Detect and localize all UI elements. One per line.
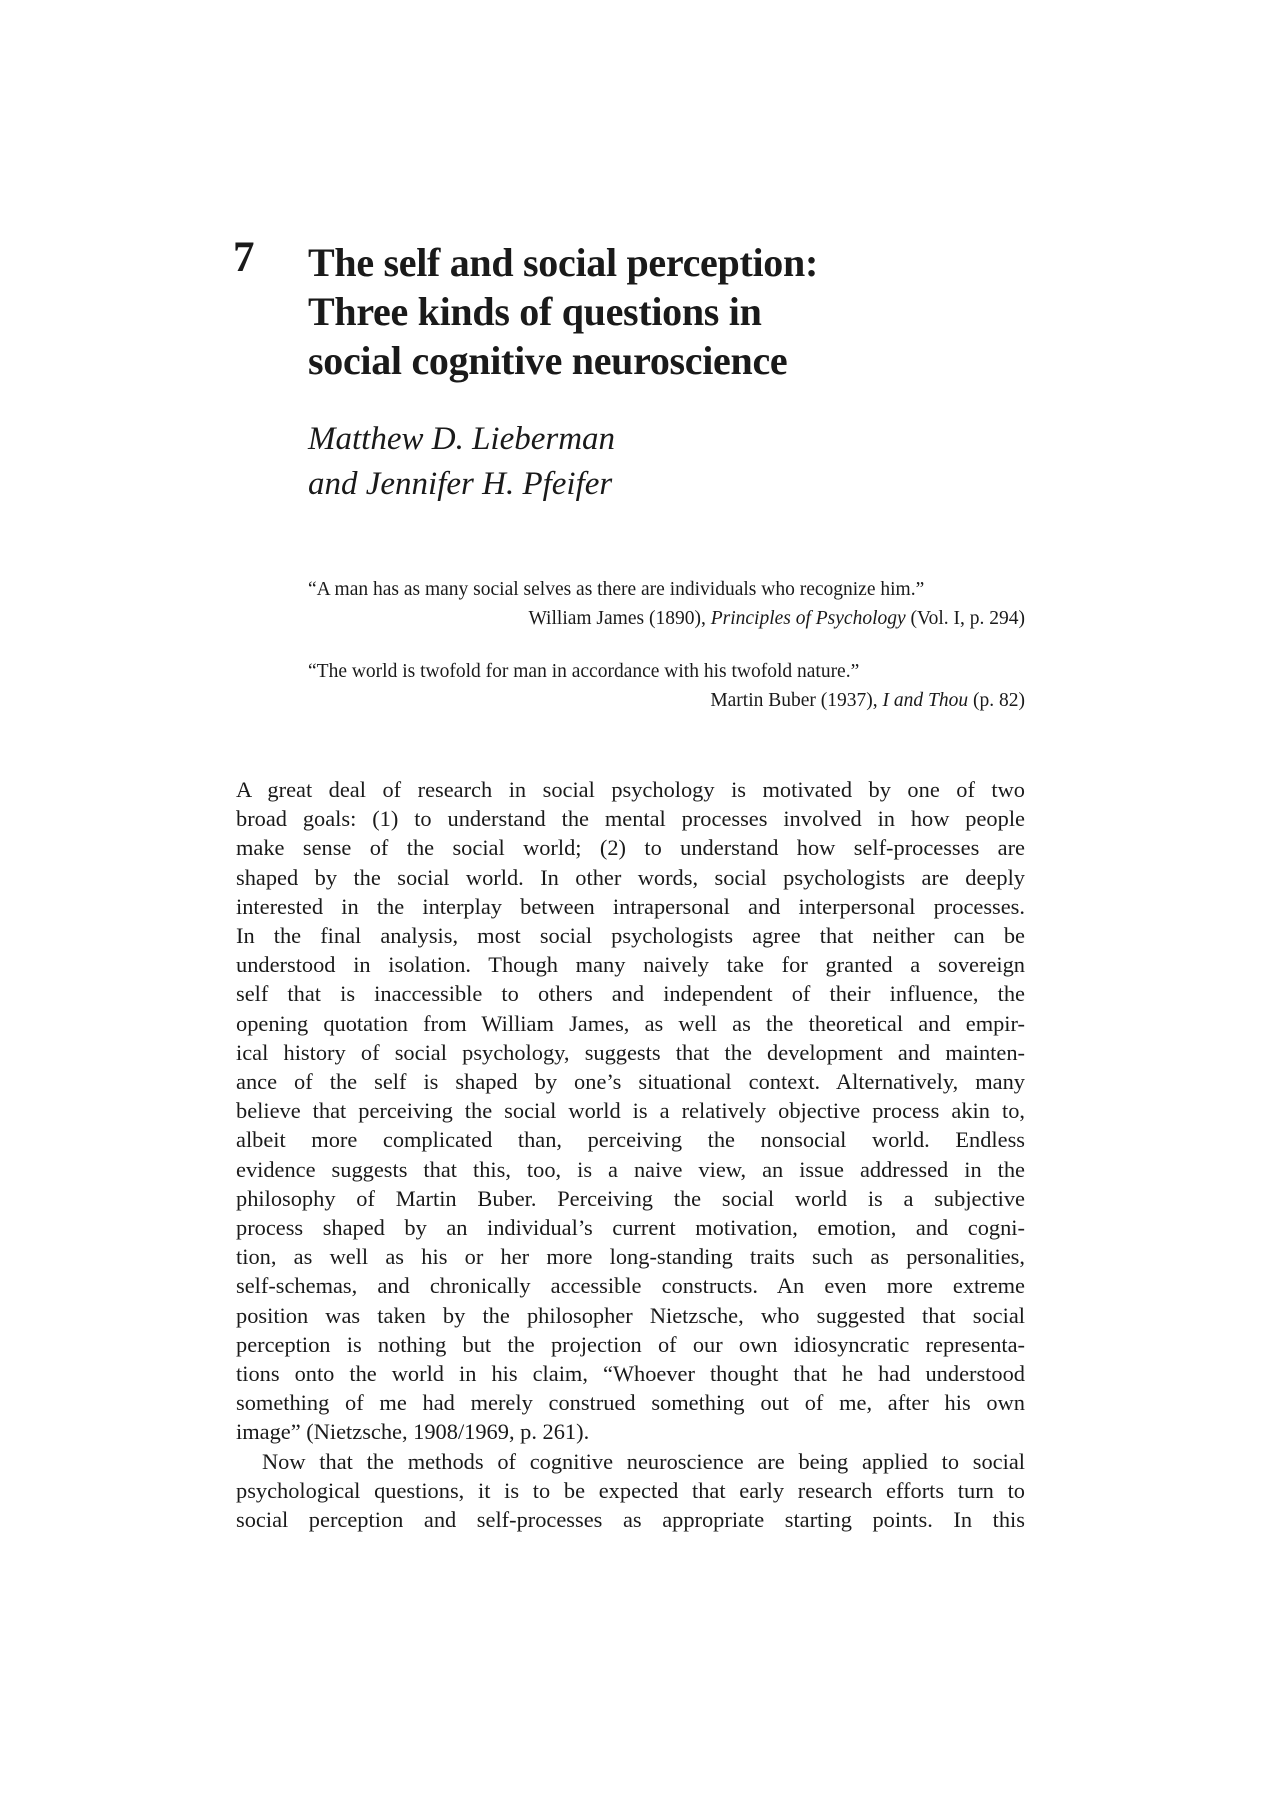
text-line: psychological questions, it is to be expected that early research efforts turn to: [236, 1477, 1025, 1503]
text-line: image” (Nietzsche, 1908/1969, p. 261).: [236, 1419, 590, 1445]
text-line: make sense of the social world; (2) to understand how self-processes are: [236, 835, 1025, 861]
epigraph-attribution: [308, 686, 1025, 715]
body-paragraph: [236, 1447, 1025, 1535]
author-line: Matthew D. Lieberman: [308, 421, 616, 457]
chapter-authors: [308, 417, 615, 507]
epigraph: [308, 657, 1025, 715]
text-line: evidence suggests that this, too, is a naive view, an issue addressed in the: [236, 1156, 1025, 1182]
text-line: In the final analysis, most social psychologists agree that neither can be: [236, 923, 1025, 949]
text-line: philosophy of Martin Buber. Perceiving the social world is a subjective: [236, 1185, 1025, 1211]
text-line: believe that perceiving the social world is a relatively objective process akin to,: [236, 1098, 1025, 1124]
text-line: shaped by the social world. In other words, social psychologists are deeply: [236, 864, 1025, 890]
text-line: tions onto the world in his claim, “Whoever thought that he had understood: [236, 1361, 1025, 1387]
attribution-author: William James (1890),: [528, 608, 711, 629]
text-line: understood in isolation. Though many naively take for granted a sovereign: [236, 952, 1025, 978]
attribution-work-title: Principles of Psychology: [710, 608, 906, 629]
text-line: interested in the interplay between intrapersonal and interpersonal processes.: [236, 893, 1025, 919]
epigraph-attribution: [308, 604, 1025, 633]
attribution-work-title: I and Thou: [882, 690, 969, 711]
epigraph: [308, 575, 1025, 633]
text-line: position was taken by the philosopher Nietzsche, who suggested that social: [236, 1302, 1025, 1328]
chapter-title-line: social cognitive neuroscience: [308, 338, 788, 383]
text-line: ical history of social psychology, suggests that the development and mainten-: [236, 1039, 1025, 1065]
text-line: self that is inaccessible to others and independent of their influence, the: [236, 981, 1025, 1007]
text-line: something of me had merely construed something out of me, after his own: [236, 1390, 1025, 1416]
text-line: opening quotation from William James, as well as the theoretical and empir-: [236, 1010, 1025, 1036]
chapter-title-line: Three kinds of questions in: [308, 289, 762, 334]
text-line: albeit more complicated than, perceiving the nonsocial world. Endless: [236, 1127, 1025, 1153]
text-line: social perception and self-processes as appropriate starting points. In this: [236, 1507, 1025, 1533]
chapter-number: 7: [233, 234, 255, 281]
text-line: A great deal of research in social psychology is motivated by one of two: [236, 777, 1025, 802]
epigraph-quote: “A man has as many social selves as there are individuals who recognize him.”: [308, 579, 925, 600]
epigraph-quote: “The world is twofold for man in accordance with his twofold nature.”: [308, 661, 860, 682]
text-line: ance of the self is shaped by one’s situational context. Alternatively, many: [236, 1069, 1025, 1095]
text-line: Now that the methods of cognitive neuroscience are being applied to social: [262, 1448, 1025, 1474]
text-line: tion, as well as his or her more long-standing traits such as personalities,: [236, 1244, 1025, 1270]
text-line: perception is nothing but the projection of our own idiosyncratic representa-: [236, 1331, 1025, 1357]
attribution-citation: (p. 82): [968, 690, 1025, 711]
text-line: self-schemas, and chronically accessible constructs. An even more extreme: [236, 1273, 1025, 1299]
chapter-title-line: The self and social perception:: [308, 240, 818, 285]
body-paragraph: [236, 775, 1025, 1447]
chapter-title: [308, 238, 1028, 385]
attribution-author: Martin Buber (1937),: [710, 690, 883, 711]
attribution-citation: (Vol. I, p. 294): [905, 608, 1025, 629]
body-text: [236, 775, 1025, 1534]
author-line: and Jennifer H. Pfeifer: [308, 466, 613, 502]
text-line: broad goals: (1) to understand the mental processes involved in how people: [236, 806, 1025, 832]
text-line: process shaped by an individual’s current motivation, emotion, and cogni-: [236, 1215, 1025, 1241]
